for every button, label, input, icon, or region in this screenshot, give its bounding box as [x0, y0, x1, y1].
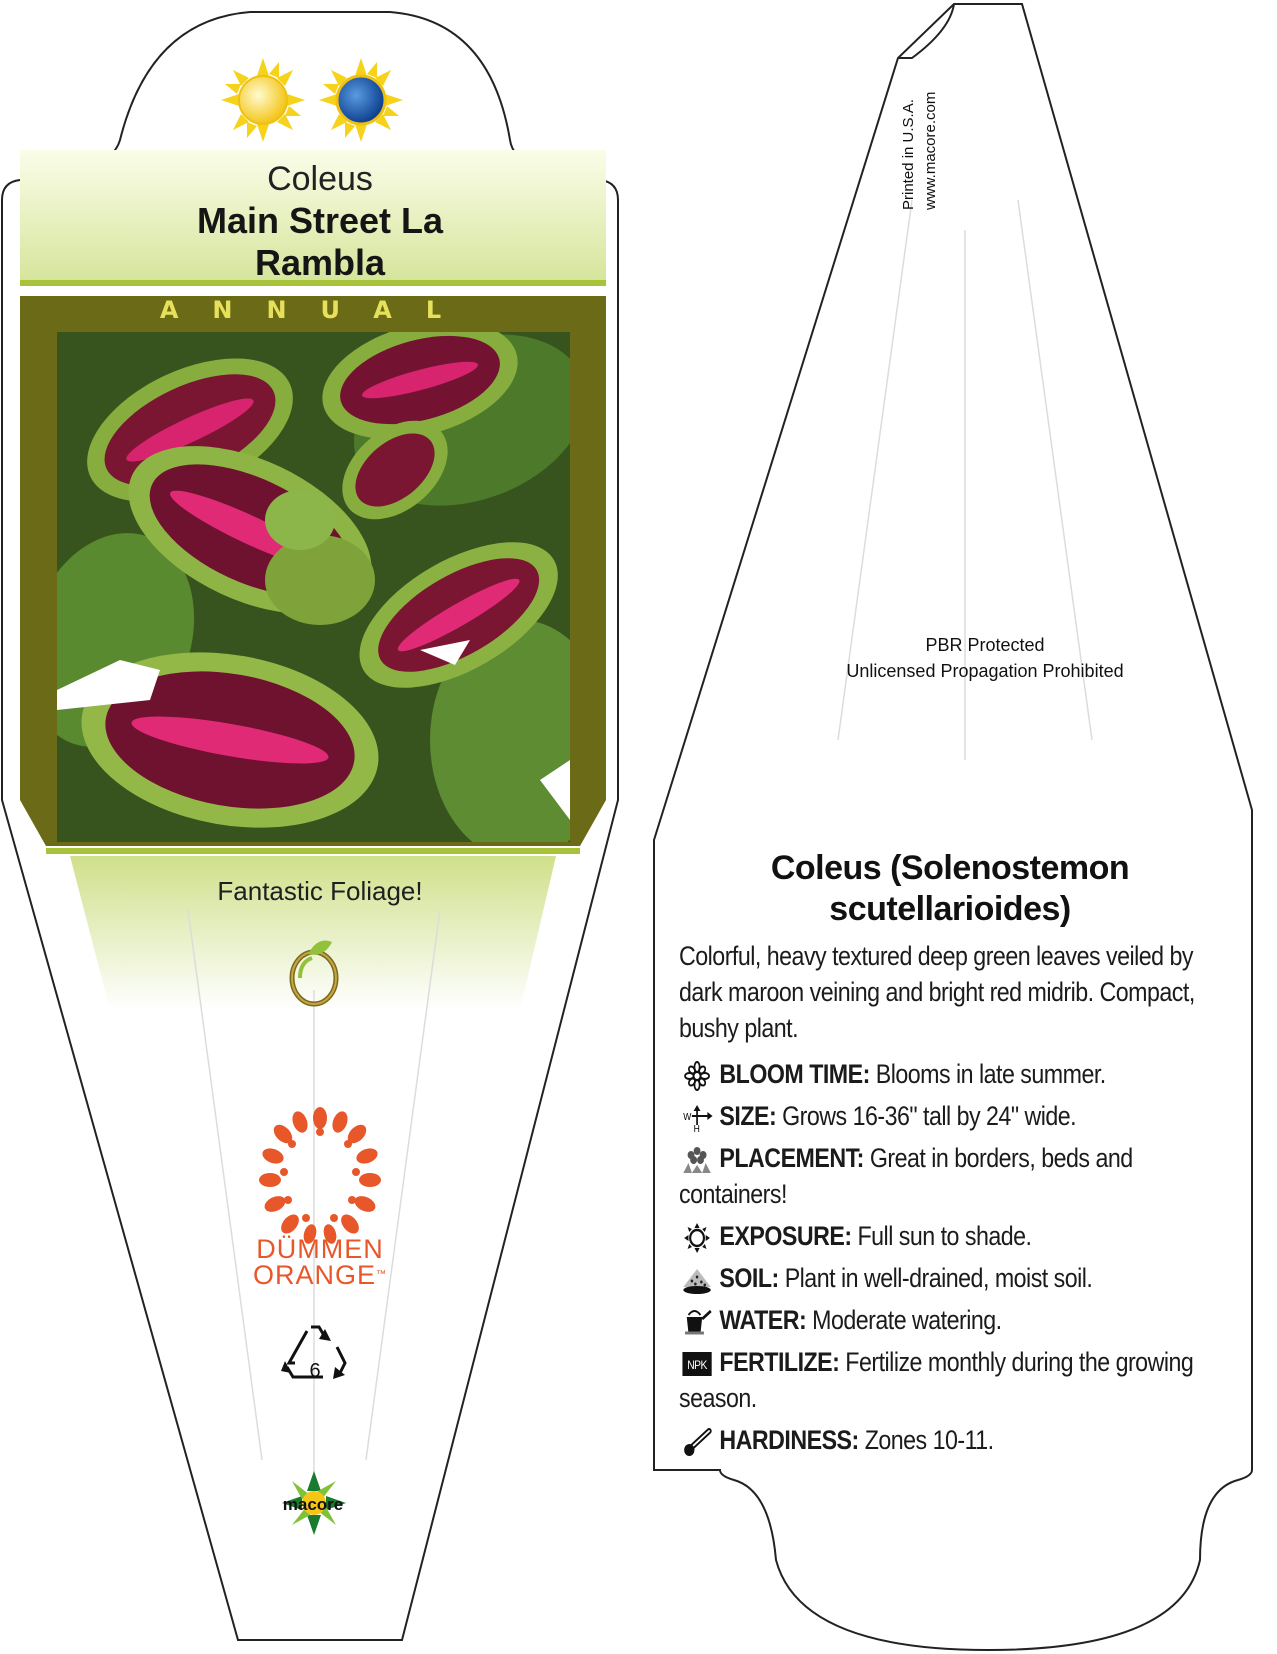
- printed-in-usa: [900, 50, 939, 210]
- bloom-icon: [679, 1061, 715, 1091]
- title-line1: Coleus (Solenostemon: [770, 849, 1130, 887]
- care-row-hardiness: [679, 1422, 1238, 1458]
- brand-line1: DÜMMEN: [256, 1234, 384, 1264]
- care-text-size: Grows 16-36" tall by 24" wide.: [776, 1101, 1077, 1131]
- size-icon-h: H: [693, 1123, 700, 1133]
- brand-line2-text: ORANGE: [252, 1260, 377, 1290]
- macore-wordmark: macore: [282, 1495, 344, 1514]
- pbr-line1: PBR Protected: [925, 635, 1045, 655]
- care-label-bloom: BLOOM TIME:: [719, 1059, 870, 1089]
- plant-category: ANNUAL: [159, 296, 476, 324]
- soil-icon: [679, 1265, 715, 1295]
- care-text-soil: Plant in well-drained, moist soil.: [778, 1263, 1093, 1293]
- care-row-water: [679, 1302, 1238, 1338]
- variety-name-line2: Rambla: [254, 242, 386, 283]
- brand-wordmark: [215, 1236, 425, 1288]
- full-sun-icon: [221, 58, 305, 142]
- care-label-hardiness: HARDINESS:: [719, 1425, 859, 1455]
- printed-line2: www.macore.com: [922, 91, 939, 210]
- care-row-soil: [679, 1260, 1238, 1296]
- exposure-icon: [679, 1223, 715, 1253]
- part-shade-icon: [319, 58, 403, 142]
- pbr-notice: [760, 632, 1210, 684]
- npk-label: NPK: [687, 1359, 707, 1373]
- care-row-size: [679, 1098, 1238, 1134]
- size-icon: [679, 1103, 715, 1133]
- variety-name: [0, 200, 640, 284]
- care-row-fertilize: [679, 1344, 1238, 1416]
- care-label-water: WATER:: [719, 1305, 807, 1335]
- placement-icon: [679, 1145, 715, 1175]
- variety-name-line1: Main Street La: [196, 200, 444, 241]
- plant-description: Colorful, heavy textured deep green leaves veiled by dark maroon veining and bright red midrib. Compact, bushy plant.: [679, 941, 1195, 1043]
- pbr-line2: Unlicensed Propagation Prohibited: [846, 661, 1124, 681]
- tagline: Fantastic Foliage!: [217, 876, 423, 906]
- care-row-bloom: [679, 1056, 1238, 1092]
- size-icon-w: W: [683, 1111, 691, 1123]
- water-icon: [679, 1307, 715, 1337]
- care-text-hardiness: Zones 10-11.: [858, 1425, 994, 1455]
- common-name: Coleus: [267, 160, 373, 198]
- trademark-symbol: ™: [376, 1269, 388, 1280]
- care-label-fertilize: FERTILIZE:: [719, 1347, 840, 1377]
- fertilize-icon: [679, 1349, 715, 1379]
- botanical-title: [680, 848, 1220, 930]
- care-label-exposure: EXPOSURE:: [719, 1221, 852, 1251]
- care-label-soil: SOIL:: [719, 1263, 779, 1293]
- care-row-placement: [679, 1140, 1238, 1212]
- care-text-exposure: Full sun to shade.: [851, 1221, 1032, 1251]
- care-text-placement: Great in borders, beds and containers!: [679, 1143, 1133, 1209]
- brand-line2: [215, 1262, 425, 1288]
- care-label-size: SIZE:: [719, 1101, 777, 1131]
- hardiness-icon: [679, 1427, 715, 1457]
- printed-line1: Printed in U.S.A.: [900, 99, 917, 210]
- title-line2: scutellarioides): [829, 890, 1071, 928]
- care-text-bloom: Blooms in late summer.: [869, 1059, 1106, 1089]
- care-label-placement: PLACEMENT:: [719, 1143, 864, 1173]
- care-text-water: Moderate watering.: [806, 1305, 1002, 1335]
- recycle-code: 6: [309, 1360, 321, 1382]
- plant-photo: [0, 301, 610, 860]
- care-text-fertilize: Fertilize monthly during the growing season.: [679, 1347, 1194, 1413]
- care-row-exposure: [679, 1218, 1238, 1254]
- frame-rule: [46, 848, 580, 854]
